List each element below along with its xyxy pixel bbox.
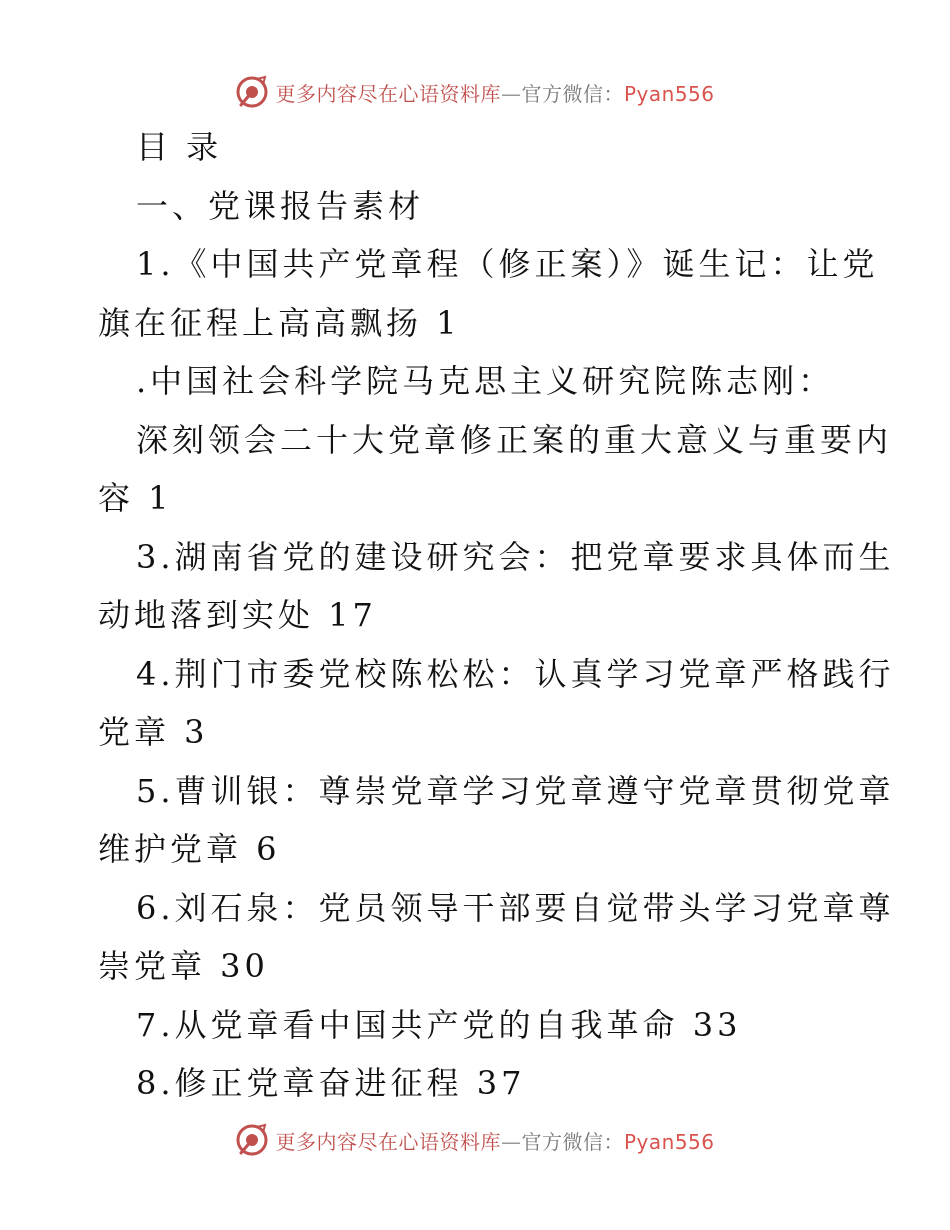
toc-entry-line: 党章 3 xyxy=(98,713,209,751)
toc-section-title: 一、党课报告素材 xyxy=(136,186,425,225)
toc-entry-line: 容 1 xyxy=(98,479,173,517)
toc-entry-line: 7.从党章看中国共产党的自我革命 33 xyxy=(136,1005,742,1044)
toc-entry-line: 8.修正党章奋进征程 37 xyxy=(136,1064,526,1102)
footer-wechat-id: Pyan556 xyxy=(623,1129,715,1154)
footer-separator: — xyxy=(500,1129,522,1154)
footer-wechat-label: 官方微信： xyxy=(521,1129,624,1154)
toc-entry-line: 动地落到实处 17 xyxy=(98,596,377,634)
toc-entry-line: .中国社会科学院马克思主义研究院陈志刚： xyxy=(136,362,835,400)
footer-banner xyxy=(0,1118,950,1162)
toc-heading: 目 录 xyxy=(136,128,223,166)
footer-site-name: 更多内容尽在心语资料库 xyxy=(275,1129,501,1154)
toc-entry-line: 崇党章 30 xyxy=(98,947,269,985)
quill-pen-logo-icon xyxy=(235,1123,269,1157)
quill-pen-logo-icon xyxy=(235,75,269,109)
header-banner-text xyxy=(275,78,714,107)
toc-entry-line: 5.曹训银：尊崇党章学习党章遵守党章贯彻党章 xyxy=(136,771,895,810)
footer-banner-text xyxy=(275,1126,714,1155)
toc-entry-line: 深刻领会二十大党章修正案的重大意义与重要内 xyxy=(136,420,893,459)
toc-entry-line: 3.湖南省党的建设研究会：把党章要求具体而生 xyxy=(136,537,895,576)
header-separator: — xyxy=(500,81,522,106)
header-banner xyxy=(0,70,950,114)
header-wechat-id: Pyan556 xyxy=(623,81,715,106)
toc-entry-line: 4.荆门市委党校陈松松：认真学习党章严格践行 xyxy=(136,654,895,693)
toc-entry-line: 维护党章 6 xyxy=(98,830,281,868)
toc-entry-line: 旗在征程上高高飘扬 1 xyxy=(98,303,461,342)
header-wechat-label: 官方微信： xyxy=(521,81,624,106)
toc-entry-line: 1.《中国共产党章程（修正案）》诞生记：让党 xyxy=(136,245,879,283)
header-site-name: 更多内容尽在心语资料库 xyxy=(275,81,501,106)
document-body xyxy=(98,118,895,1113)
toc-entry-line: 6.刘石泉：党员领导干部要自觉带头学习党章尊 xyxy=(136,888,895,927)
